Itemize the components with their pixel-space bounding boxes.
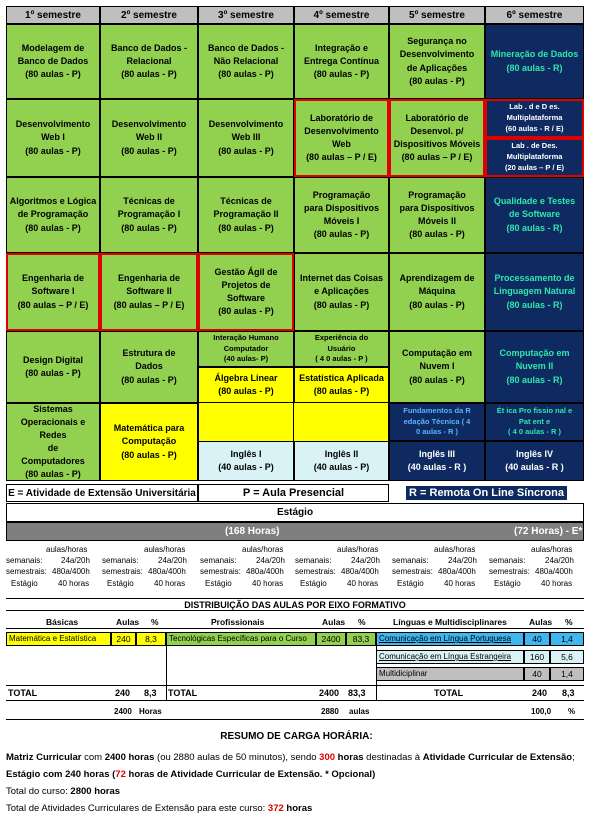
- header-semester-2: 2º semestre: [100, 6, 198, 24]
- course-cell: Estrutura de Dados (80 aulas - P): [100, 331, 198, 403]
- pct-header: %: [565, 617, 573, 627]
- ling-label: Multidiciplinar: [376, 667, 524, 681]
- ling-aulas: 160: [524, 650, 550, 664]
- total-pct: 100,0: [531, 707, 552, 716]
- course-cell: Computação em Nuvem I (80 aulas - P): [389, 331, 485, 403]
- course-cell: Sistemas Operacionais e Redes de Computadores (80 aulas - P): [6, 403, 100, 481]
- estagio-label: Estágio: [494, 579, 521, 588]
- semestrais-value: 480a/400h: [52, 567, 90, 576]
- course-cell-extension: Lab . de Des. Multiplataforma (20 aulas – P / E): [485, 138, 584, 177]
- pct-sign: %: [568, 707, 576, 716]
- estagio-label: Estágio: [300, 579, 327, 588]
- semestrais-label: semestrais:: [102, 567, 143, 576]
- aulas-label: aulas: [349, 707, 370, 716]
- aulas-horas-label: aulas/horas: [144, 545, 186, 554]
- horas-row: [6, 704, 584, 720]
- aulas-horas-label: aulas/horas: [337, 545, 379, 554]
- course-cell: Mineração de Dados (80 aulas - R): [485, 24, 584, 99]
- course-cell: Inglês IV (40 aulas - R ): [485, 441, 584, 481]
- text: (ou 2880 aulas de 50 minutos), sendo: [154, 752, 320, 763]
- estagio-text: Estágio com 240 horas (: [6, 769, 116, 780]
- course-cell: Banco de Dados - Não Relacional (80 aulas - P): [198, 24, 294, 99]
- total-ling-pct: 8,3: [562, 688, 575, 698]
- total-label: TOTAL: [168, 688, 198, 698]
- ling-label: Comunicação em Língua Estrangeira: [376, 650, 524, 664]
- text: horas: [335, 752, 364, 763]
- aulas-header: Aulas: [116, 617, 140, 627]
- estagio-title: Estágio: [6, 503, 584, 522]
- total-ling-aulas: 240: [532, 688, 548, 698]
- resumo-line-2: [6, 769, 375, 780]
- header-semester-3: 3º semestre: [198, 6, 294, 24]
- course-cell: Experiência do Usuário ( 4 0 aulas - P ): [294, 331, 389, 367]
- semestrais-value: 480a/400h: [148, 567, 186, 576]
- course-cell: Interação Humano Computador (40 aulas- P): [198, 331, 294, 367]
- course-cell: Qualidade e Testes de Software (80 aulas - R): [485, 177, 584, 253]
- distrib-header-row: [6, 615, 584, 629]
- estagio-extensao-hours: 72: [115, 769, 126, 780]
- aulas-horas-block: [6, 545, 584, 595]
- prof-aulas: 2400: [316, 632, 346, 646]
- text: Atividade Curricular de Extensão: [422, 752, 573, 763]
- matriz-label: Matriz Curricular: [6, 752, 82, 763]
- course-cell: Segurança no Desenvolvimento de Aplicações (80 aulas - P): [389, 24, 485, 99]
- course-cell: Programação para Dispositivos Móveis I (80 aulas - P): [294, 177, 389, 253]
- distrib-title: DISTRIBUIÇÃO DAS AULAS POR EIXO FORMATIVO: [6, 598, 584, 611]
- header-semester-1: 1º semestre: [6, 6, 100, 24]
- ling-aulas: 40: [524, 667, 550, 681]
- total-prof-aulas: 2400: [319, 688, 340, 698]
- estagio-label: Estágio: [205, 579, 232, 588]
- estagio-value: 40 horas: [58, 579, 90, 588]
- semanais-label: semanais:: [295, 556, 332, 565]
- aulas-horas-label: aulas/horas: [46, 545, 88, 554]
- matriz-hours: 2400 horas: [104, 752, 155, 763]
- horas-total: 2400: [114, 707, 132, 716]
- total-label: TOTAL: [8, 688, 38, 698]
- estagio-value: 40 horas: [444, 579, 476, 588]
- aulas-total: 2880: [321, 707, 339, 716]
- semanais-value: 24a/20h: [256, 556, 285, 565]
- horas-label: Horas: [139, 707, 162, 716]
- total-bas-pct: 8,3: [144, 688, 157, 698]
- resumo-line-4: [6, 803, 312, 814]
- course-cell: Banco de Dados - Relacional (80 aulas - P): [100, 24, 198, 99]
- basicas-pct: 8,3: [136, 632, 166, 646]
- semanais-value: 24a/20h: [545, 556, 574, 565]
- estagio-label: Estágio: [11, 579, 38, 588]
- header-semester-4: 4º semestre: [294, 6, 389, 24]
- totals-row: [6, 685, 584, 701]
- estagio-text: horas de Atividade Curricular de Extensão. * Opcional): [125, 769, 376, 780]
- ling-pct: 1,4: [550, 667, 584, 681]
- aulas-horas-label: aulas/horas: [531, 545, 573, 554]
- text: com: [81, 752, 105, 763]
- estagio-value: 40 horas: [541, 579, 573, 588]
- course-cell: Ét ica Pro fissio nal e Pat ent e ( 4 0 aulas - R ): [485, 403, 584, 441]
- course-cell: Integração e Entrega Contínua (80 aulas - P): [294, 24, 389, 99]
- aulas-horas-label: aulas/horas: [434, 545, 476, 554]
- semanais-value: 24a/20h: [61, 556, 90, 565]
- ling-header: Línguas e Multidisciplinares: [393, 617, 507, 627]
- course-cell: Algoritmos e Lógica de Programação (80 aulas - P): [6, 177, 100, 253]
- text: horas: [283, 803, 313, 814]
- course-cell: Aprendizagem de Máquina (80 aulas - P): [389, 253, 485, 331]
- semestrais-value: 480a/400h: [535, 567, 573, 576]
- semanais-value: 24a/20h: [351, 556, 380, 565]
- semanais-label: semanais:: [6, 556, 43, 565]
- ling-pct: 5,6: [550, 650, 584, 664]
- total-extensao-hours: 372: [267, 803, 284, 814]
- course-cell: Inglês II (40 aulas - P): [294, 441, 389, 481]
- course-cell: Inglês III (40 aulas - R ): [389, 441, 485, 481]
- course-cell: Processamento de Linguagem Natural (80 aulas - R): [485, 253, 584, 331]
- ling-label: Comunicação em Língua Portuguesa: [376, 632, 524, 646]
- course-cell: Desenvolvimento Web III (80 aulas - P): [198, 99, 294, 177]
- basicas-aulas: 240: [111, 632, 136, 646]
- aulas-header: Aulas: [529, 617, 553, 627]
- course-cell: Programação para Dispositivos Móveis II (80 aulas - P): [389, 177, 485, 253]
- resumo-line-1: Matriz Curricular com 2400 horas (ou 2880 aulas de 50 minutos), sendo 300 horas destinadas à Atividade Curricular de Extensão;: [6, 752, 575, 763]
- resumo-line-3: [6, 786, 120, 797]
- course-cell-extension: Laboratório de Desenvol. p/ Dispositivos Móveis (80 aulas – P / E): [389, 99, 485, 177]
- semanais-value: 24a/20h: [448, 556, 477, 565]
- estagio-label: Estágio: [397, 579, 424, 588]
- header-semester-6: 6º semestre: [485, 6, 584, 24]
- estagio-value: 40 horas: [347, 579, 379, 588]
- semanais-label: semanais:: [489, 556, 526, 565]
- semanais-label: semanais:: [102, 556, 139, 565]
- semestrais-label: semestrais:: [200, 567, 241, 576]
- course-cell: Fundamentos da R edação Técnica ( 4 0 aulas - R ): [389, 403, 485, 441]
- prof-pct: 83,3: [346, 632, 376, 646]
- prof-label: Tecnológicas Específicas para o Curso: [166, 632, 316, 646]
- semestrais-value: 480a/400h: [438, 567, 476, 576]
- semestrais-label: semestrais:: [6, 567, 47, 576]
- estagio-bar: [6, 522, 584, 541]
- legend-presential: P = Aula Presencial: [198, 484, 389, 502]
- semestrais-value: 480a/400h: [341, 567, 379, 576]
- course-cell: Desenvolvimento Web I (80 aulas - P): [6, 99, 100, 177]
- semanais-value: 24a/20h: [158, 556, 187, 565]
- course-cell-extension: Engenharia de Software I (80 aulas – P / E): [6, 253, 100, 331]
- semestrais-label: semestrais:: [392, 567, 433, 576]
- ling-pct: 1,4: [550, 632, 584, 646]
- estagio-right-hours: (72 Horas) - E*: [514, 526, 583, 537]
- pct-header: %: [151, 617, 159, 627]
- aulas-horas-label: aulas/horas: [242, 545, 284, 554]
- basicas-header: Básicas: [46, 617, 79, 627]
- yellow-filler: [198, 403, 294, 441]
- aulas-header: Aulas: [322, 617, 346, 627]
- estagio-value: 40 horas: [252, 579, 284, 588]
- pct-header: %: [358, 617, 366, 627]
- text: destinadas à: [363, 752, 423, 763]
- resumo-title: RESUMO DE CARGA HORÁRIA:: [220, 731, 373, 742]
- course-cell-extension: Laboratório de Desenvolvimento Web (80 aulas – P / E): [294, 99, 389, 177]
- total-bas-aulas: 240: [115, 688, 131, 698]
- course-cell: Desenvolvimento Web II (80 aulas - P): [100, 99, 198, 177]
- legend-remote: R = Remota On Line Síncrona: [406, 486, 567, 500]
- semanais-label: semanais:: [200, 556, 237, 565]
- estagio-value: 40 horas: [154, 579, 186, 588]
- course-cell: Inglês I (40 aulas - P): [198, 441, 294, 481]
- total-prof-pct: 83,3: [348, 688, 366, 698]
- course-cell: Design Digital (80 aulas - P): [6, 331, 100, 403]
- total-label: TOTAL: [434, 688, 464, 698]
- extensao-hours: 300: [319, 752, 336, 763]
- course-cell: Estatística Aplicada (80 aulas - P): [294, 367, 389, 403]
- course-cell: Matemática para Computação (80 aulas - P): [100, 403, 198, 481]
- basicas-label: Matemática e Estatística: [6, 632, 111, 646]
- legend-extension: E = Atividade de Extensão Universitária: [6, 484, 198, 502]
- yellow-filler: [294, 403, 389, 441]
- course-cell-extension: Gestão Ágil de Projetos de Software (80 aulas - P): [198, 253, 294, 331]
- prof-header: Profissionais: [211, 617, 265, 627]
- semestrais-label: semestrais:: [295, 567, 336, 576]
- estagio-label: Estágio: [107, 579, 134, 588]
- semestrais-label: semestrais:: [489, 567, 530, 576]
- estagio-left-hours: (168 Horas): [225, 526, 280, 537]
- legend-remote-wrap: [389, 484, 584, 502]
- semestrais-value: 480a/400h: [246, 567, 284, 576]
- course-cell: Computação em Nuvem II (80 aulas - R): [485, 331, 584, 403]
- course-cell: Internet das Coisas e Aplicações (80 aulas - P): [294, 253, 389, 331]
- course-cell: Modelagem de Banco de Dados (80 aulas - P): [6, 24, 100, 99]
- course-cell: Técnicas de Programação II (80 aulas - P): [198, 177, 294, 253]
- semanais-label: semanais:: [392, 556, 429, 565]
- total-curso-label: Total do curso:: [6, 786, 71, 797]
- header-semester-5: 5º semestre: [389, 6, 485, 24]
- course-cell-extension: Lab . d e D es. Multiplataforma (60 aulas - R / E): [485, 99, 584, 138]
- course-cell: Álgebra Linear (80 aulas - P): [198, 367, 294, 403]
- total-curso-hours: 2800 horas: [70, 786, 121, 797]
- course-cell-extension: Engenharia de Software II (80 aulas – P / E): [100, 253, 198, 331]
- course-cell: Técnicas de Programação I (80 aulas - P): [100, 177, 198, 253]
- ling-aulas: 40: [524, 632, 550, 646]
- total-extensao-label: Total de Atividades Curriculares de Extensão para este curso:: [6, 803, 268, 814]
